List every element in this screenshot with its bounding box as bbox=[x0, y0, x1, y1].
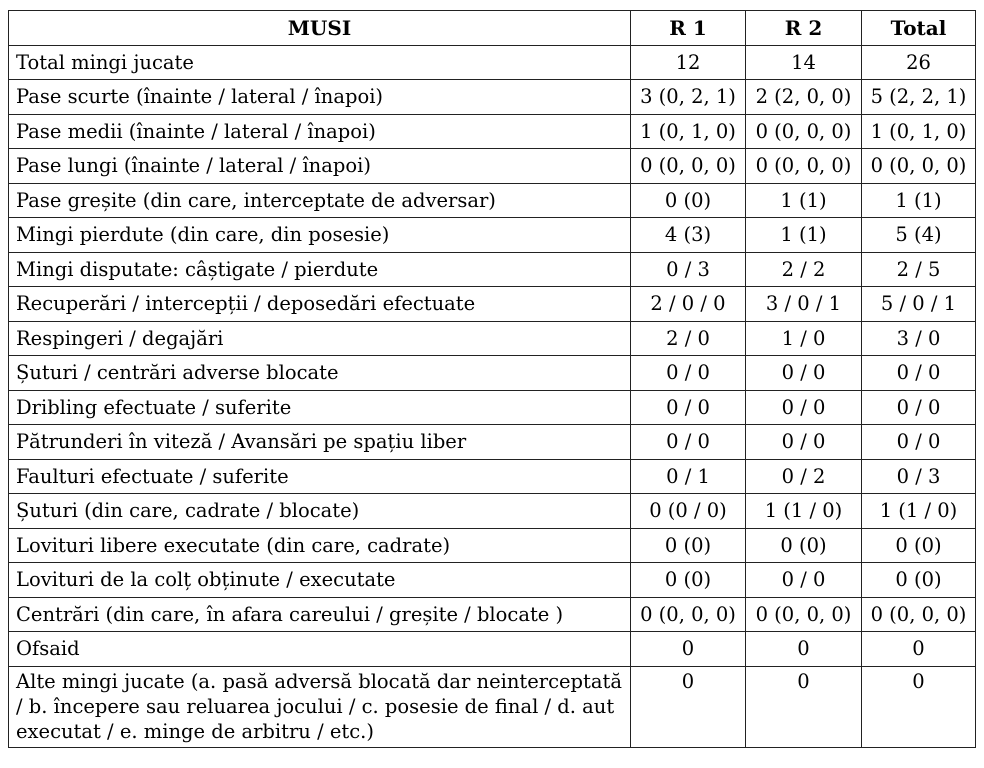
cell-r1: 4 (3) bbox=[631, 218, 746, 253]
row-label: Dribling efectuate / suferite bbox=[9, 390, 631, 425]
table-row bbox=[9, 632, 976, 667]
stats-table bbox=[8, 10, 976, 748]
table-header bbox=[9, 11, 976, 46]
table-row bbox=[9, 218, 976, 253]
row-label: Lovituri libere executate (din care, cadrate) bbox=[9, 528, 631, 563]
cell-total: 1 (1) bbox=[862, 183, 976, 218]
header-cell-r2: R 2 bbox=[746, 11, 862, 46]
cell-r1: 2 / 0 bbox=[631, 321, 746, 356]
table-row bbox=[9, 149, 976, 184]
row-label: Pase scurte (înainte / lateral / înapoi) bbox=[9, 80, 631, 115]
cell-total: 0 / 0 bbox=[862, 425, 976, 460]
cell-r2: 1 (1) bbox=[746, 218, 862, 253]
table-row bbox=[9, 494, 976, 529]
row-label: Faulturi efectuate / suferite bbox=[9, 459, 631, 494]
table-row bbox=[9, 528, 976, 563]
cell-r1: 0 bbox=[631, 632, 746, 667]
cell-r2: 2 (2, 0, 0) bbox=[746, 80, 862, 115]
cell-r2: 0 / 0 bbox=[746, 425, 862, 460]
row-label: Pătrunderi în viteză / Avansări pe spațiu liber bbox=[9, 425, 631, 460]
cell-r1: 0 (0, 0, 0) bbox=[631, 149, 746, 184]
cell-r2: 1 (1 / 0) bbox=[746, 494, 862, 529]
cell-total: 0 bbox=[862, 632, 976, 667]
cell-r1: 0 / 0 bbox=[631, 425, 746, 460]
table-row bbox=[9, 45, 976, 80]
cell-r1: 3 (0, 2, 1) bbox=[631, 80, 746, 115]
cell-r2: 14 bbox=[746, 45, 862, 80]
header-row bbox=[9, 11, 976, 46]
table-row bbox=[9, 666, 976, 747]
table-row bbox=[9, 183, 976, 218]
cell-r2: 0 / 0 bbox=[746, 563, 862, 598]
table-row bbox=[9, 563, 976, 598]
row-label: Recuperări / intercepții / deposedări efectuate bbox=[9, 287, 631, 322]
row-label: Total mingi jucate bbox=[9, 45, 631, 80]
cell-r1: 0 (0, 0, 0) bbox=[631, 597, 746, 632]
header-cell-r1: R 1 bbox=[631, 11, 746, 46]
cell-r2: 2 / 2 bbox=[746, 252, 862, 287]
table-row bbox=[9, 321, 976, 356]
cell-r1: 0 / 0 bbox=[631, 356, 746, 391]
table-row bbox=[9, 356, 976, 391]
cell-r2: 0 (0, 0, 0) bbox=[746, 149, 862, 184]
table-row bbox=[9, 390, 976, 425]
cell-total: 1 (1 / 0) bbox=[862, 494, 976, 529]
cell-total: 0 (0) bbox=[862, 563, 976, 598]
row-label: Lovituri de la colț obținute / executate bbox=[9, 563, 631, 598]
cell-total: 5 / 0 / 1 bbox=[862, 287, 976, 322]
table-row bbox=[9, 597, 976, 632]
row-label: Respingeri / degajări bbox=[9, 321, 631, 356]
row-label: Ofsaid bbox=[9, 632, 631, 667]
table-row bbox=[9, 459, 976, 494]
row-label: Centrări (din care, în afara careului / greșite / blocate ) bbox=[9, 597, 631, 632]
cell-r2: 0 bbox=[746, 632, 862, 667]
cell-total: 0 (0, 0, 0) bbox=[862, 149, 976, 184]
cell-r1: 2 / 0 / 0 bbox=[631, 287, 746, 322]
cell-total: 0 / 0 bbox=[862, 356, 976, 391]
table-row bbox=[9, 252, 976, 287]
table-row bbox=[9, 287, 976, 322]
cell-total: 5 (4) bbox=[862, 218, 976, 253]
cell-r2: 0 / 2 bbox=[746, 459, 862, 494]
cell-r2: 0 / 0 bbox=[746, 390, 862, 425]
cell-r2: 0 (0, 0, 0) bbox=[746, 114, 862, 149]
cell-r2: 0 (0, 0, 0) bbox=[746, 597, 862, 632]
cell-r2: 1 / 0 bbox=[746, 321, 862, 356]
cell-total: 0 bbox=[862, 666, 976, 747]
row-label: Mingi pierdute (din care, din posesie) bbox=[9, 218, 631, 253]
cell-r2: 0 / 0 bbox=[746, 356, 862, 391]
table-row bbox=[9, 114, 976, 149]
header-cell-total: Total bbox=[862, 11, 976, 46]
table-row bbox=[9, 425, 976, 460]
cell-r2: 1 (1) bbox=[746, 183, 862, 218]
cell-r1: 0 bbox=[631, 666, 746, 747]
cell-r1: 0 (0) bbox=[631, 183, 746, 218]
table-row bbox=[9, 80, 976, 115]
cell-r1: 1 (0, 1, 0) bbox=[631, 114, 746, 149]
cell-r2: 0 bbox=[746, 666, 862, 747]
row-label: Pase lungi (înainte / lateral / înapoi) bbox=[9, 149, 631, 184]
cell-total: 0 / 3 bbox=[862, 459, 976, 494]
cell-r2: 0 (0) bbox=[746, 528, 862, 563]
cell-total: 3 / 0 bbox=[862, 321, 976, 356]
cell-r1: 0 (0) bbox=[631, 528, 746, 563]
cell-total: 5 (2, 2, 1) bbox=[862, 80, 976, 115]
cell-total: 1 (0, 1, 0) bbox=[862, 114, 976, 149]
table-body bbox=[9, 45, 976, 747]
row-label: Pase greșite (din care, interceptate de adversar) bbox=[9, 183, 631, 218]
header-cell-player: MUSI bbox=[9, 11, 631, 46]
row-label: Alte mingi jucate (a. pasă adversă blocată dar neinterceptată / b. începere sau reluarea jocului / c. posesie de final / d. aut executat / e. minge de arbitru / etc.) bbox=[9, 666, 631, 747]
row-label: Mingi disputate: câștigate / pierdute bbox=[9, 252, 631, 287]
row-label: Șuturi (din care, cadrate / blocate) bbox=[9, 494, 631, 529]
cell-r1: 12 bbox=[631, 45, 746, 80]
cell-total: 26 bbox=[862, 45, 976, 80]
cell-total: 0 (0, 0, 0) bbox=[862, 597, 976, 632]
cell-total: 0 / 0 bbox=[862, 390, 976, 425]
cell-r1: 0 (0) bbox=[631, 563, 746, 598]
cell-r1: 0 / 1 bbox=[631, 459, 746, 494]
cell-r1: 0 / 3 bbox=[631, 252, 746, 287]
row-label: Șuturi / centrări adverse blocate bbox=[9, 356, 631, 391]
cell-r1: 0 (0 / 0) bbox=[631, 494, 746, 529]
row-label: Pase medii (înainte / lateral / înapoi) bbox=[9, 114, 631, 149]
cell-total: 0 (0) bbox=[862, 528, 976, 563]
cell-r2: 3 / 0 / 1 bbox=[746, 287, 862, 322]
cell-r1: 0 / 0 bbox=[631, 390, 746, 425]
cell-total: 2 / 5 bbox=[862, 252, 976, 287]
